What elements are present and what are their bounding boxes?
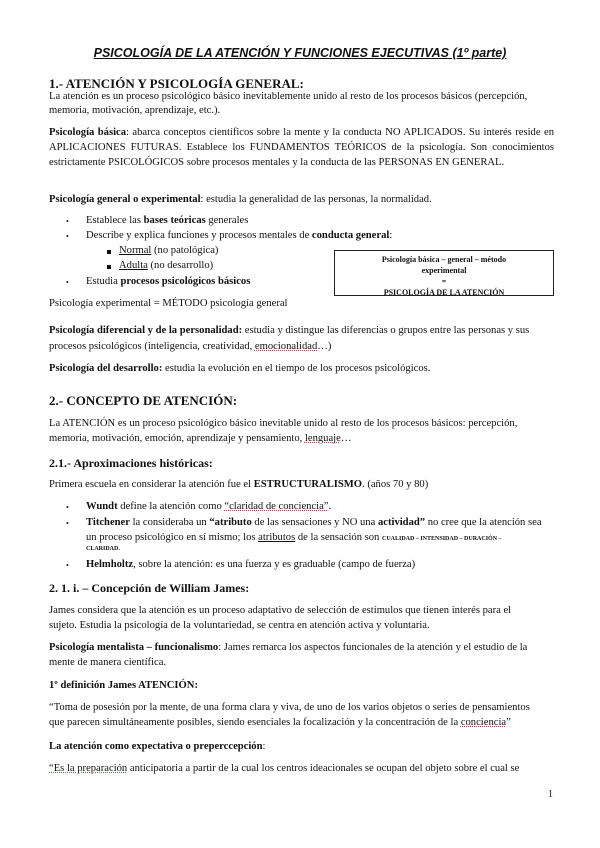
- wundt-item: [86, 500, 331, 514]
- sub2-underlined: Adulta: [119, 260, 148, 271]
- titchener-mid: de las sensaciones y NO una: [251, 517, 378, 528]
- box-line-1: Psicología básica – general – método: [381, 255, 507, 264]
- s21-intro: [49, 478, 428, 492]
- james-text-line2: sujeto. Estudia la psicología de la voluntariedad, se centra en atención activa y voluntaria.: [49, 620, 430, 631]
- exp-quote: “Es la preparación: [49, 763, 128, 774]
- bullet3-bold: procesos psicológicos básicos: [120, 276, 251, 287]
- document-title: PSICOLOGÍA DE LA ATENCIÓN Y FUNCIONES EJECUTIVAS (1º parte): [93, 46, 507, 60]
- s2-text-line1: La ATENCIÓN es un proceso psicológico básico inevitable unido al resto de los procesos básicos: percepción,: [49, 418, 518, 429]
- mentalista-line2: mente de manera científica.: [49, 657, 167, 668]
- dif-text-2a: procesos psicológicos (inteligencia, creatividad,: [49, 341, 255, 352]
- mentalista-line1: [49, 641, 527, 655]
- exp-heading-text: La atención como expectativa o preperccepción: [49, 741, 263, 752]
- wundt-quote: “claridad de conciencia”: [224, 501, 329, 512]
- bullet2-pre: Describe y explica funciones y procesos mentales de: [86, 230, 312, 241]
- def-heading-text: 1º definición James ATENCIÓN:: [49, 680, 198, 691]
- section-2-1-i-heading: 2. 1. i. – Concepción de William James:: [49, 581, 250, 595]
- summary-box: [334, 250, 554, 296]
- s21-intro-post: . (años 70 y 80): [362, 479, 429, 490]
- titchener-name: Titchener: [86, 517, 130, 528]
- def-2c: ”: [506, 717, 511, 728]
- section-1-heading: 1.- ATENCIÓN Y PSICOLOGÍA GENERAL:: [49, 76, 304, 91]
- bullet-marker: •: [66, 561, 69, 570]
- dif-text-2c: …): [317, 341, 332, 352]
- s1-intro-line2: memoria, motivación, aprendizaje, etc.).: [49, 105, 221, 116]
- titchener-item-line1: [86, 516, 542, 530]
- titchener-attributes-small-2: CLARIDAD.: [86, 546, 120, 552]
- titchener-q2: actividad”: [377, 517, 426, 528]
- psicologia-desarrollo-line: [49, 362, 430, 376]
- psicologia-experimental-line: Psicología experimental = MÉTODO psicología general: [49, 298, 288, 309]
- titchener-q1: “atributo: [209, 517, 252, 528]
- titchener-item-line2: [86, 531, 502, 546]
- def-2a: que parecen simultáneamente posibles, siendo esenciales la focalización y la concentración de la: [49, 717, 461, 728]
- psicologia-general-paragraph: [49, 193, 432, 207]
- psicologia-diferencial-line1: [49, 324, 529, 338]
- box-line-3: =: [441, 277, 447, 286]
- sub1-underlined: Normal: [119, 245, 152, 256]
- square-bullet-marker: [107, 265, 111, 269]
- james-definition-heading: [49, 679, 198, 693]
- bullet-marker: •: [66, 278, 69, 287]
- titchener-attributes-small: CUALIDAD – INTENSIDAD – DURACIÓN –: [382, 536, 502, 542]
- s21-intro-pre: Primera escuela en considerar la atención fue el: [49, 479, 254, 490]
- titchener-line2b: de la sensación son: [295, 532, 383, 543]
- bullet-marker: •: [66, 503, 69, 512]
- s2-text-2c: …: [340, 433, 352, 444]
- s2-text-2a: memoria, motivación, emoción, aprendizaje y pensamiento,: [49, 433, 305, 444]
- box-line-4: PSICOLOGÍA DE LA ATENCIÓN: [383, 288, 505, 296]
- bullet-procesos-basicos: [86, 275, 250, 289]
- sub1-rest: (no patológica): [151, 245, 219, 256]
- s2-text-line2: [49, 432, 351, 446]
- def-2b: conciencia: [460, 717, 507, 728]
- helmholtz-name: Helmholtz: [86, 559, 134, 570]
- bullet-conducta-general: [86, 229, 392, 243]
- dif-text-2b: emocionalidad: [254, 341, 318, 352]
- section-2-heading: 2.- CONCEPTO DE ATENCIÓN:: [49, 393, 238, 408]
- psicologia-basica-paragraph: [49, 125, 554, 170]
- james-definition-line2: [49, 716, 511, 730]
- exp-colon: :: [262, 741, 266, 752]
- psicologia-diferencial-line2: [49, 340, 331, 354]
- expectativa-heading: [49, 740, 265, 754]
- wundt-post: .: [328, 501, 332, 512]
- titchener-pre: la consideraba un: [129, 517, 210, 528]
- psicologia-basica-text: : abarca conceptos científicos sobre la mente y la conducta NO APLICADOS. Su interés reside en APLICACIONES FUTURAS. Establece los FUNDAMENTOS TEÓRICOS de la psicología. Son conocimientos estrictamente PSICOLÓGICOS sobre procesos mentales y la conducta de las PERSONAS EN GENERAL.: [49, 127, 554, 168]
- s2-text-2b: lenguaje: [304, 433, 341, 444]
- dif-term: Psicología diferencial y de la personalidad:: [49, 325, 243, 336]
- bullet1-post: generales: [205, 215, 249, 226]
- box-line-2: experimental: [421, 266, 467, 275]
- titchener-line2u: atributos: [258, 532, 296, 543]
- wundt-pre: define la atención como: [117, 501, 225, 512]
- helmholtz-text: , sobre la atención: es una fuerza y es graduable (campo de fuerza): [133, 559, 416, 570]
- des-term: Psicología del desarrollo:: [49, 363, 163, 374]
- bullet1-pre: Establece las: [86, 215, 144, 226]
- dif-text-1: estudia y distingue las diferencias o grupos entre las personas y sus: [242, 325, 530, 336]
- des-text: estudia la evolución en el tiempo de los procesos psicológicos.: [162, 363, 431, 374]
- titchener-line2a: un proceso psicológico en sí mismo; los: [86, 532, 259, 543]
- bullet3-pre: Estudia: [86, 276, 121, 287]
- mentalista-text-1: : James remarca los aspectos funcionales de la atención y el estudio de la: [218, 642, 528, 653]
- bullet-marker: •: [66, 232, 69, 241]
- psicologia-general-term: Psicología general o experimental: [49, 194, 201, 205]
- james-definition-line1: “Toma de posesión por la mente, de una forma clara y viva, de uno de los varios objetos o series de pensamientos: [49, 702, 530, 713]
- psicologia-general-text: : estudia la generalidad de las personas, la normalidad.: [200, 194, 432, 205]
- section-2-1-heading: 2.1.- Aproximaciones históricas:: [49, 456, 213, 470]
- square-bullet-marker: [107, 250, 111, 254]
- titchener-post: no cree que la atención sea: [425, 517, 542, 528]
- page-number: 1: [548, 789, 553, 800]
- sub2-rest: (no desarrollo): [147, 260, 214, 271]
- expectativa-line1: [49, 762, 519, 776]
- bullet2-post: :: [389, 230, 393, 241]
- sub-bullet-normal: [119, 244, 218, 258]
- wundt-name: Wundt: [86, 501, 118, 512]
- helmholtz-item: [86, 558, 415, 572]
- bullet2-bold: conducta general: [311, 230, 390, 241]
- s21-intro-bold: ESTRUCTURALISMO: [253, 479, 363, 490]
- psicologia-basica-term: Psicología básica: [49, 127, 127, 138]
- s1-intro-line1: La atención es un proceso psicológico básico inevitablemente unido al resto de los procesos básicos (percepción,: [49, 91, 528, 102]
- bullet1-bold: bases teóricas: [143, 215, 206, 226]
- bullet-bases-teoricas: [86, 214, 248, 228]
- exp-rest: anticipatoria a partir de la cual los centros ideacionales se ocupan del objeto sobre el cual se: [127, 763, 520, 774]
- mentalista-term: Psicología mentalista – funcionalismo: [49, 642, 219, 653]
- sub-bullet-adulta: [119, 259, 213, 273]
- bullet-marker: •: [66, 217, 69, 226]
- bullet-marker: •: [66, 519, 69, 528]
- james-text-line1: James considera que la atención es un proceso adaptativo de selección de estímulos que tienen interés para el: [49, 605, 512, 616]
